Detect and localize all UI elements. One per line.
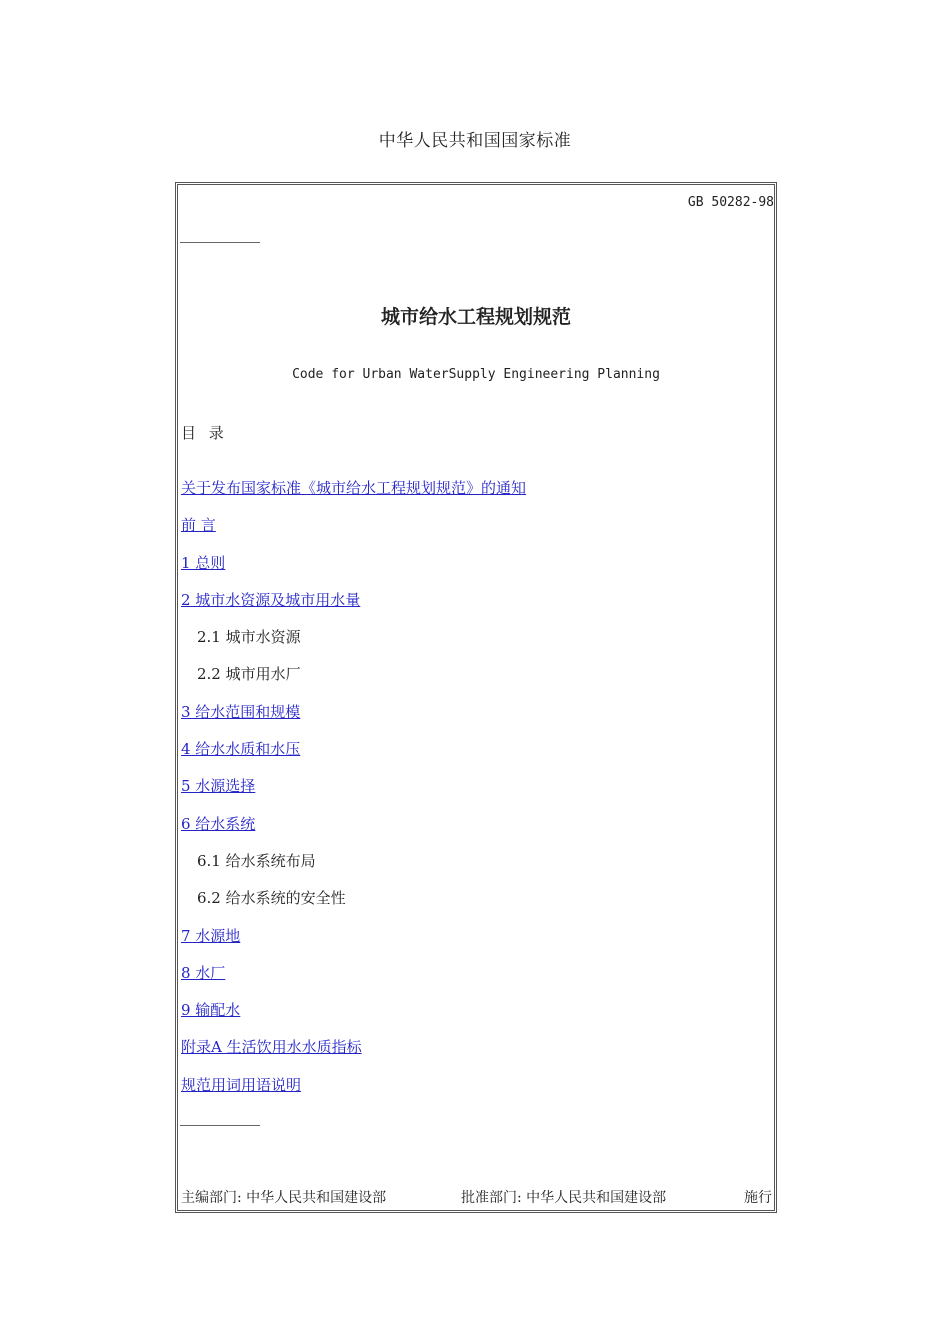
toc-subitem-label: 2.2 城市用水厂 [197,665,301,684]
toc-link[interactable]: 1 总则 [181,553,226,572]
table-of-contents [181,478,526,1112]
toc-item [181,553,526,590]
approver-department: 批准部门: 中华人民共和国建设部 [461,1190,667,1206]
toc-link[interactable]: 关于发布国家标准《城市给水工程规划规范》的通知 [181,479,527,497]
national-standard-heading: 中华人民共和国国家标准 [378,131,572,151]
footer-info [181,1187,774,1207]
toc-item [181,963,526,1000]
toc-link[interactable]: 规范用词用语说明 [181,1075,302,1094]
document-frame [175,182,777,1213]
toc-link[interactable]: 9 输配水 [181,1001,241,1020]
toc-item [181,851,526,888]
toc-item [181,590,526,627]
toc-link[interactable]: 3 给水范围和规模 [181,702,301,721]
toc-link[interactable]: 附录A 生活饮用水水质指标 [181,1038,362,1057]
document-title: 城市给水工程规划规范 [380,306,571,328]
toc-item [181,926,526,963]
toc-link[interactable]: 2 城市水资源及城市用水量 [181,590,361,609]
toc-item [181,1075,526,1112]
toc-item [181,739,526,776]
toc-link[interactable]: 8 水厂 [181,963,226,982]
divider-bottom [180,1125,260,1126]
toc-subitem-label: 6.1 给水系统布局 [197,851,316,870]
toc-item [181,776,526,813]
toc-item [181,702,526,739]
toc-item [181,627,526,664]
toc-subitem-label: 6.2 给水系统的安全性 [197,889,346,908]
toc-item [181,478,526,515]
toc-item [181,888,526,925]
toc-heading: 目 录 [181,424,228,442]
toc-item [181,1037,526,1074]
toc-item [181,515,526,552]
toc-subitem-label: 2.1 城市水资源 [197,628,301,647]
english-title: Code for Urban WaterSupply Engineering Planning [292,367,660,382]
toc-link[interactable]: 4 给水水质和水压 [181,740,301,759]
toc-item [181,664,526,701]
editor-department: 主编部门: 中华人民共和国建设部 [181,1190,387,1206]
toc-link[interactable]: 5 水源选择 [181,777,256,796]
effective-label: 施行 [744,1190,772,1206]
standard-code: GB 50282-98 [687,195,774,210]
toc-link[interactable]: 7 水源地 [181,926,241,945]
divider-top [180,242,260,243]
toc-link[interactable]: 前 言 [181,516,216,535]
toc-item [181,814,526,851]
toc-link[interactable]: 6 给水系统 [181,814,256,833]
toc-item [181,1000,526,1037]
